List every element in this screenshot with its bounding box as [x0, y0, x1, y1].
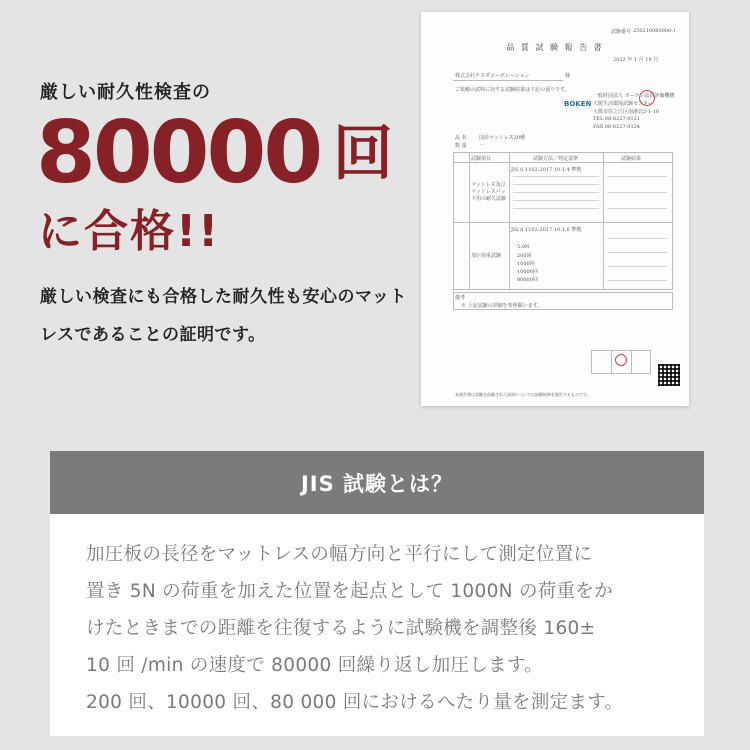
description-line: レスであることの証明です。: [40, 325, 266, 345]
load-value: 200回: [517, 253, 532, 259]
report-client-suffix: 様: [565, 73, 571, 79]
report-title: 品 質 試 験 報 告 書: [506, 43, 604, 52]
remarks-text: ※ 上記試験の詳細を参照願います。: [461, 303, 543, 309]
report-tel: TEL 06-6227-0121: [593, 116, 641, 122]
row2-method: JIS S 1102:2017 10.1.6 準拠: [511, 227, 582, 233]
report-date: 2022 年 1 月 19 日: [613, 57, 659, 63]
sample-qty: 一: [479, 143, 485, 149]
report-number-label: 試験番号: [611, 29, 632, 35]
jis-line: 200 回、10000 回、80 000 回におけるへたり量を測定ます。: [86, 692, 624, 713]
description-line: 厳しい検査にも合格した耐久性も安心のマット: [40, 287, 407, 307]
report-org-sub: 大阪生活環境試験センター: [593, 101, 653, 107]
seal-stamp: [639, 90, 655, 106]
remarks-label: 備考: [455, 295, 466, 301]
report-intro: ご依頼の試料に対する試験結果は下記の通りです。: [455, 87, 570, 93]
jis-body: [50, 514, 704, 721]
boken-logo: BOKEN: [564, 100, 592, 108]
load-value: 5.0N: [517, 244, 530, 250]
pass-text: に合格!!: [38, 206, 221, 257]
load-value: 1000回: [517, 261, 535, 267]
test-report-image: [421, 12, 689, 406]
col-header: 試験項目: [471, 156, 492, 162]
big-number-unit: 回: [333, 119, 393, 189]
load-value: 80000回: [517, 277, 538, 283]
sample-label: 品 名: [455, 135, 467, 141]
jis-title: JIS 試験とは？: [50, 451, 704, 514]
col-header: 試験結果: [621, 156, 642, 162]
sample-qty-label: 数 量: [455, 143, 467, 149]
report-fax: FAX 06-6227-0124: [593, 124, 640, 130]
row1-item: マットレス及びマットレスパッド用の耐久試験: [471, 182, 507, 202]
qr-code-icon: [658, 364, 680, 386]
seal-stamp: [615, 354, 627, 366]
big-number: 80000: [36, 103, 321, 203]
jis-info-card: [50, 451, 704, 736]
report-number: 250210080000-1: [633, 28, 677, 34]
jis-line: 10 回 /min の速度で 80000 回繰り返し加圧します。: [86, 655, 544, 676]
report-org-addr: 大阪市住之江区南港北2-1-10: [593, 109, 660, 115]
load-value: 10000回: [517, 269, 538, 275]
row1-method: JIS S 1102:2017 10.1.4 準拠: [511, 167, 582, 173]
col-header: 試験方法／判定基準: [533, 156, 579, 162]
report-org-name: 一般財団法人 ボーケン品質評価機構: [593, 93, 675, 99]
row2-item: 加圧荷重試験: [471, 253, 502, 259]
report-client: 株式会社チヨダコーポレーション: [455, 73, 530, 79]
report-footer: 本報告書は試験を依頼された試料についての試験結果を報告するものです。: [455, 392, 591, 397]
headline: 厳しい耐久性検査の: [40, 82, 211, 103]
description: [40, 278, 410, 354]
sample-name: 国産マットレス20種: [479, 135, 526, 141]
jis-line: 加圧板の長径をマットレスの幅方向と平行にして測定位置に: [86, 544, 593, 565]
jis-line: けたときまでの距離を往復するように試験機を調整後 160±: [86, 618, 596, 639]
jis-line: 置き 5N の荷重を加えた位置を起点として 1000N の荷重をか: [86, 581, 613, 602]
